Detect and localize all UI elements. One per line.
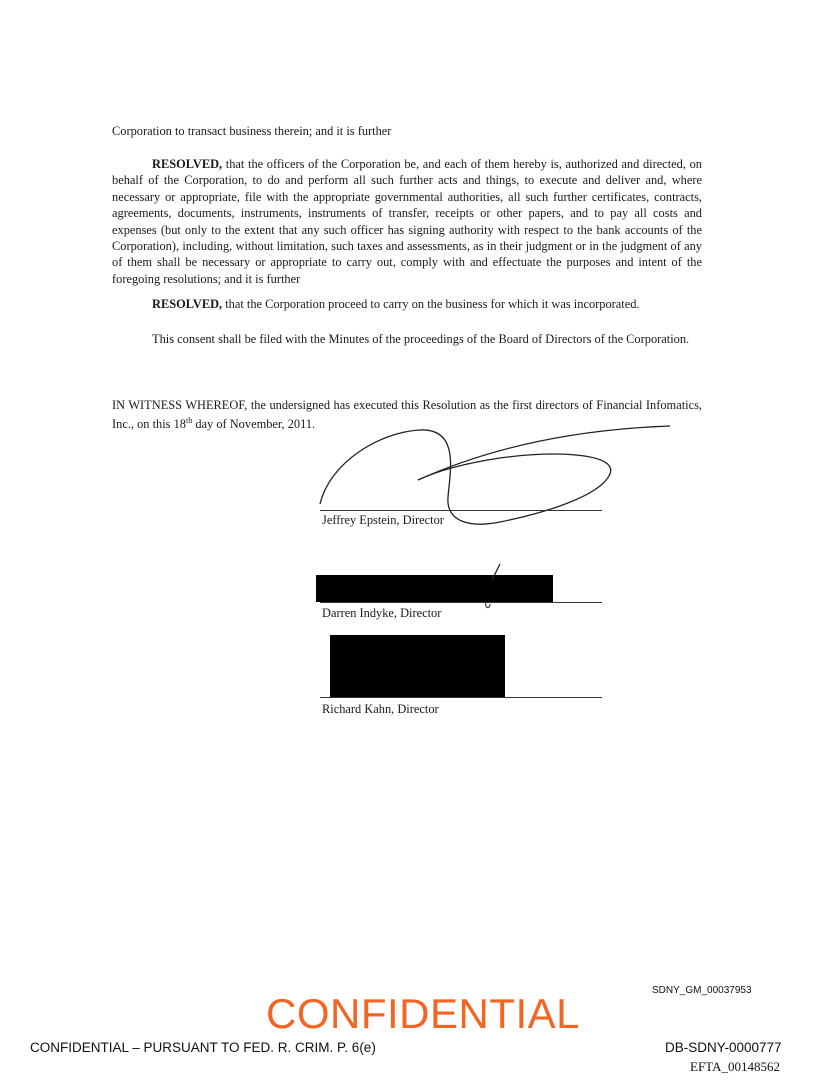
ordinal-suffix: th [186,416,193,426]
redaction-block-2 [330,635,505,697]
signature-stroke-2 [480,562,510,612]
opening-line [112,123,702,139]
signatory-label-2: Darren Indyke, Director [322,606,442,620]
resolution-2-text: that the Corporation proceed to carry on the business for which it was incorporated. [222,297,640,311]
bates-number-top: SDNY_GM_00037953 [652,985,752,996]
bates-number-db: DB-SDNY-0000777 [665,1040,782,1055]
consent-text: This consent shall be filed with the Minutes of the proceedings of the Board of Directors of the Corporation. [152,332,690,346]
redaction-block-1 [316,575,553,602]
signature-line-2 [320,602,602,603]
resolution-1-text: that the officers of the Corporation be, and each of them hereby is, authorized and directed, on behalf of the Corporation, to do and perform all such further acts and things, to execute and deliver and, where necessary or appropriate, file with the appropriate governmental authorities, all such further certificates, contracts, agreements, documents, instruments, instruments of transfer, receipts or other papers, and to pay all costs and expenses (but only to the extent that any such officer has signing authority with respect to the bank accounts of the Corporation), including, without limitation, such taxes and assessments, as in their judgment or in the judgment of any of them shall be necessary or appropriate to carry out, comply with and effectuate the purposes and intent of the foregoing resolutions; and it is further [112,157,702,286]
opening-line-text: Corporation to transact business therein; and it is further [112,124,392,138]
efta-number: EFTA_00148562 [690,1059,780,1074]
signatory-label-1: Jeffrey Epstein, Director [322,513,444,527]
confidential-notice: CONFIDENTIAL – PURSUANT TO FED. R. CRIM. P. 6(e) [30,1040,376,1055]
signature-line-3 [320,697,602,698]
resolution-paragraph-2 [112,296,702,312]
consent-paragraph [112,331,702,347]
confidential-stamp: CONFIDENTIAL [266,990,581,1037]
resolution-paragraph-1 [112,156,702,287]
signature-line-1 [320,510,602,511]
resolved-heading-2: RESOLVED, [152,297,223,311]
resolved-heading-1: RESOLVED, [152,157,223,171]
signatory-label-3: Richard Kahn, Director [322,702,439,716]
witness-text: IN WITNESS WHEREOF, the undersigned has executed this Resolution as the first directors of Financial Infomatics, Inc., on this 18 [112,398,702,432]
witness-date-text: day of November, 2011. [192,417,316,432]
